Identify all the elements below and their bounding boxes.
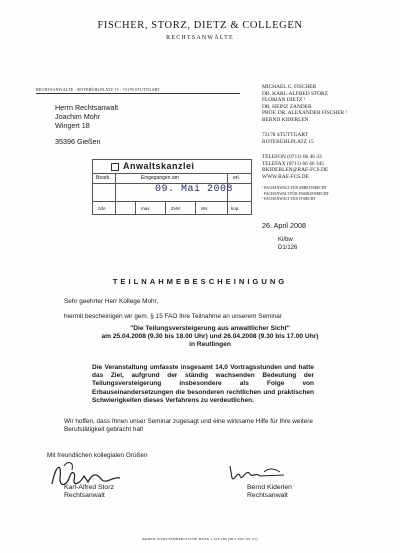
stamp-received-label: Eingegangen am <box>141 175 179 181</box>
recipient-address: Herrn Rechtsanwalt Joachim Mohr Wingert 18 <box>55 103 119 130</box>
stamp-title: Anwaltskanzlei <box>123 161 195 171</box>
closing-text: Wir hoffen, dass Ihnen unser Seminar zugesagt und eine wirksame Hilfe für Ihre weitere Berufstätigkeit gebracht hat! <box>64 418 313 434</box>
partner-list: MICHAEL C. FISCHER DR. KARL-ALFRED STORZ FLORIAN DIETZ ¹ DR. HEINZ ZANDER PROF. DR. ALEXANDER FISCHER ¹ BERND KIDERLEN <box>262 84 348 123</box>
stamp-grid-divider <box>165 202 166 215</box>
stamp-grid-cell: kop. <box>231 206 240 211</box>
return-address: RECHTSANWÄLTE · ROTEBÜHLPLATZ 15 · 72178 STUTTGART <box>36 87 160 92</box>
firm-subtitle: RECHTSANWÄLTE <box>166 35 234 41</box>
return-address-rule <box>36 93 240 94</box>
certificate-heading: TEILNAHMEBESCHEINIGUNG <box>112 277 288 286</box>
greeting: Mit freundlichen kollegialen Grüßen <box>47 452 148 459</box>
course-place: in Reutlingen <box>189 341 231 348</box>
stamp-col-right: erl. <box>233 175 240 181</box>
salutation: Sehr geehrter Herr Kollege Mohr, <box>64 298 159 305</box>
stamp-grid <box>93 201 251 215</box>
firm-name: FISCHER, STORZ, DIETZ & COLLEGEN <box>97 20 303 31</box>
received-stamp <box>92 159 252 215</box>
stamp-header <box>93 160 251 174</box>
specialization-notes: ¹ FACHANWALT FÜR ARBEITSRECHT FACHANWALT FÜR FAMILIENRECHT ² FACHANWALT FÜR IT-RECHT <box>262 186 329 202</box>
stamp-grid-cell: zdA <box>98 206 106 211</box>
intro-text: hiermit bescheinigen wir gem. § 15 FAO Ihre Teilnahme an unserem Seminar <box>64 313 282 320</box>
signatory-right: Bernd Kiderlen Rechtsanwalt <box>247 484 292 500</box>
bank-footer: BADEN-WÜRTTEMBERGISCHE BANK 2 616 289 (BLZ 600 501 01) <box>142 537 258 541</box>
recipient-city: 35396 Gießen <box>55 137 101 146</box>
letter-date: 26. April 2008 <box>262 221 306 230</box>
reference-code: Ki/bw D1/126 <box>278 237 298 251</box>
stamp-grid-cell: mav <box>141 206 150 211</box>
stamp-date: 09. Mai 2008 <box>155 184 234 195</box>
stamp-grid-cell: Wv <box>201 206 208 211</box>
stamp-grid-divider <box>195 202 196 215</box>
stamp-grid-divider <box>135 202 136 215</box>
office-address: 72178 STUTTGART ROTEBÜHLPLATZ 15 <box>262 132 314 145</box>
contact-details: TELEFON (0711) 66 46 33 TELEFAX (0711) 66 46 345 BKIDERLEN@RAE-FCS.DE WWW.RAE-FCS.DE <box>262 154 329 180</box>
course-block <box>60 325 360 349</box>
stamp-grid-cell: ZvM <box>171 206 180 211</box>
stamp-col-left: Bearb. <box>96 175 111 181</box>
course-details: Die Veranstaltung umfasste insgesamt 14,0 Vortragsstunden und hatte das Ziel, aufgrund der ständig wachsenden Bedeutung der Teilungsversteigerung insbesondere als Folge von Erbauseinandersetzungen die besonderen rechtlichen und praktischen Schwierigkeiten dieses Verfahrens zu verdeutlichen. <box>92 364 314 404</box>
course-title: "Die Teilungsversteigerung aus anwaltlicher Sicht" <box>130 325 290 332</box>
stamp-box-icon <box>111 163 119 171</box>
course-dates: am 25.04.2008 (9.30 bis 18.00 Uhr) und 26.04.2008 (9.30 bis 17.00 Uhr) <box>101 333 319 340</box>
signature-kiderlen <box>224 460 314 486</box>
signatory-left: Karl-Alfred Storz Rechtsanwalt <box>64 484 114 500</box>
